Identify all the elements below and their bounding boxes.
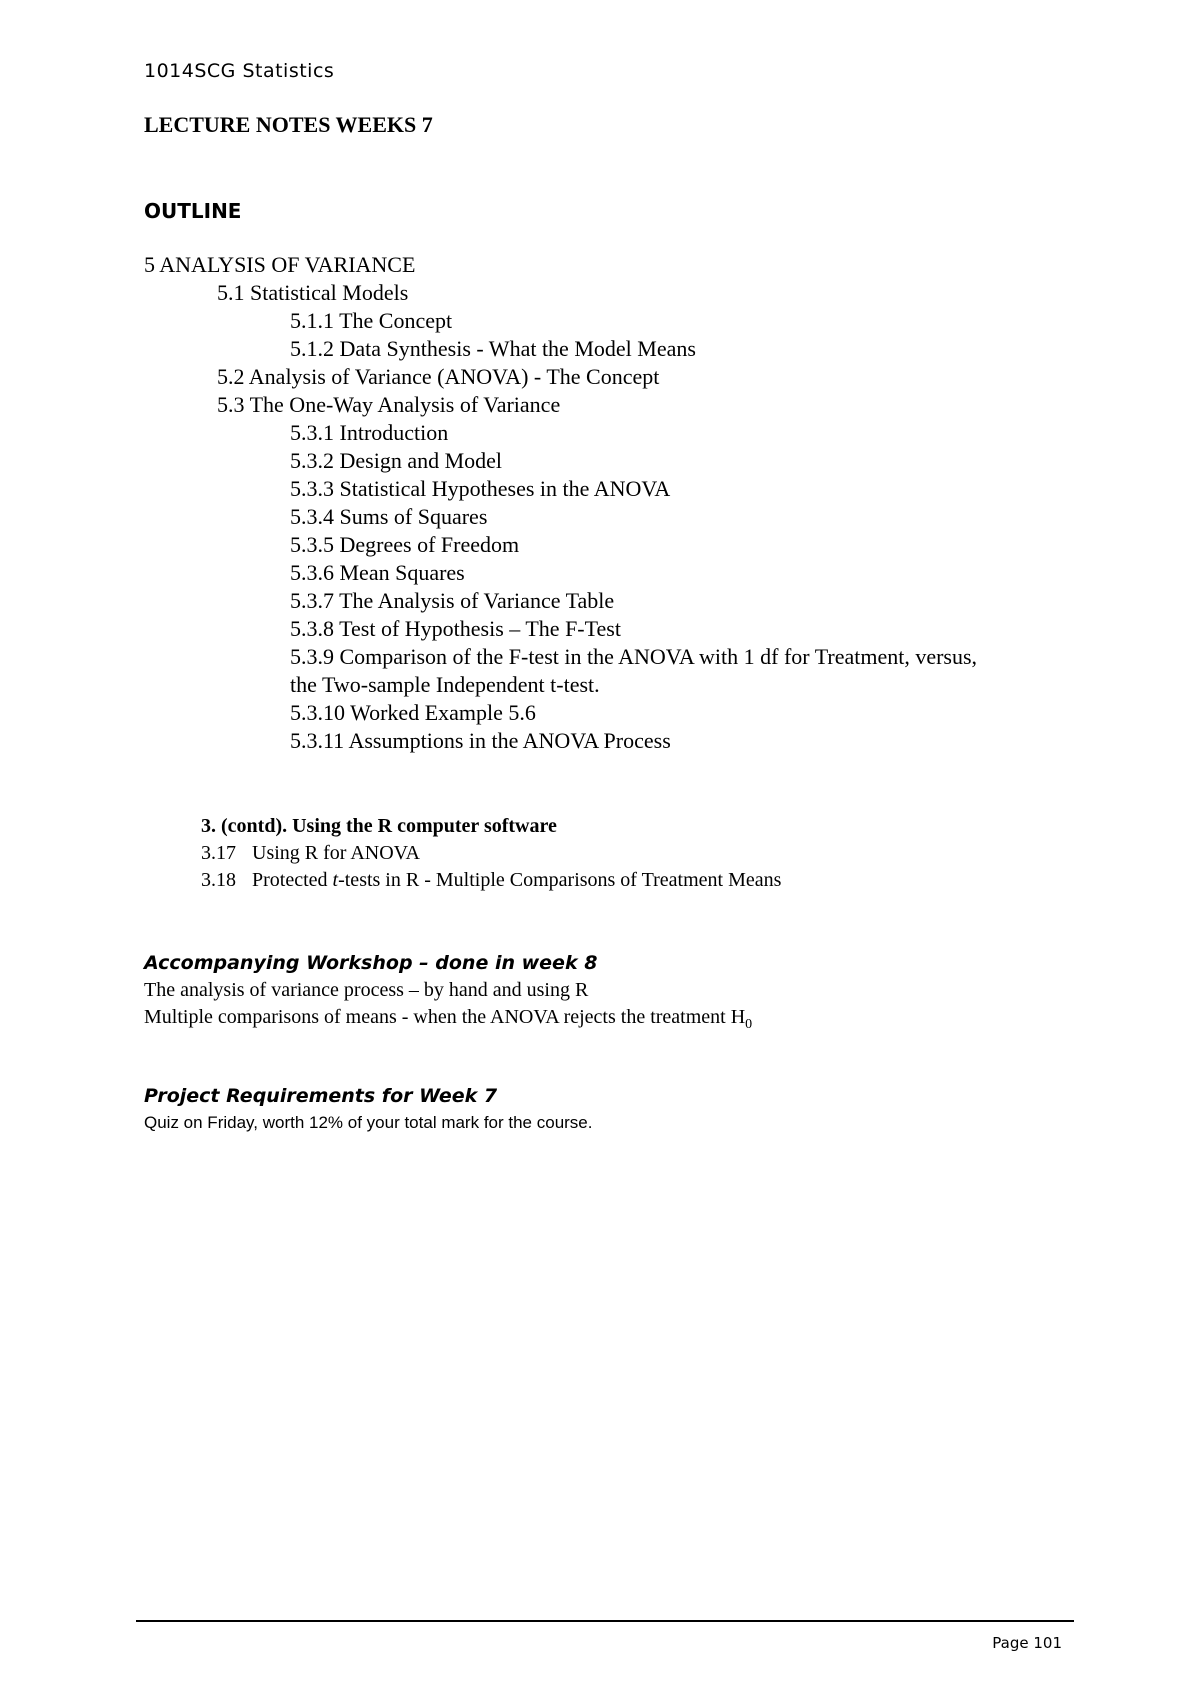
r-item-number: 3.17 xyxy=(201,842,236,864)
r-section-heading: 3. (contd). Using the R computer software xyxy=(201,815,557,837)
outline-item: 5.3.6 Mean Squares xyxy=(290,560,465,585)
r-item-number: 3.18 xyxy=(201,869,236,891)
outline-item: 5.3 The One-Way Analysis of Variance xyxy=(217,392,561,417)
outline-item: 5.3.9 Comparison of the F-test in the ANOVA with 1 df for Treatment, versus, xyxy=(290,644,978,669)
outline-item: 5.3.4 Sums of Squares xyxy=(290,504,488,529)
r-item-text-pre: Protected xyxy=(252,869,333,891)
workshop-heading: Accompanying Workshop – done in week 8 xyxy=(144,952,598,974)
workshop-line-text: Multiple comparisons of means - when the ANOVA rejects the treatment H xyxy=(144,1006,746,1028)
course-header: 1014SCG Statistics xyxy=(144,60,335,82)
outline-item: 5.1.1 The Concept xyxy=(290,308,453,333)
outline-item: 5.3.5 Degrees of Freedom xyxy=(290,532,520,557)
outline-item: 5.1 Statistical Models xyxy=(217,280,409,305)
r-section-item xyxy=(201,869,781,892)
project-heading: Project Requirements for Week 7 xyxy=(144,1085,498,1107)
page-title: LECTURE NOTES WEEKS 7 xyxy=(144,112,433,137)
r-item-text-post: -tests in R - Multiple Comparisons of Treatment Means xyxy=(338,869,782,891)
outline-item: the Two-sample Independent t-test. xyxy=(290,672,600,697)
page-number: Page 101 xyxy=(992,1634,1062,1652)
outline-item: 5.3.3 Statistical Hypotheses in the ANOVA xyxy=(290,476,671,501)
workshop-line xyxy=(144,1006,752,1033)
outline-item: 5.3.10 Worked Example 5.6 xyxy=(290,700,536,725)
outline-item: 5.3.2 Design and Model xyxy=(290,448,503,473)
outline-item: 5.2 Analysis of Variance (ANOVA) - The Concept xyxy=(217,364,660,389)
outline-item: 5.3.8 Test of Hypothesis – The F-Test xyxy=(290,616,621,641)
subscript: 0 xyxy=(745,1017,753,1032)
workshop-line: The analysis of variance process – by hand and using R xyxy=(144,979,589,1001)
r-section-item xyxy=(201,842,420,865)
outline-heading: OUTLINE xyxy=(144,199,242,223)
project-line: Quiz on Friday, worth 12% of your total mark for the course. xyxy=(144,1113,593,1132)
outline-item: 5 ANALYSIS OF VARIANCE xyxy=(144,252,416,277)
footer-divider xyxy=(136,1620,1074,1622)
outline-item: 5.3.11 Assumptions in the ANOVA Process xyxy=(290,728,671,753)
outline-item: 5.3.7 The Analysis of Variance Table xyxy=(290,588,615,613)
r-item-text-em: t xyxy=(332,869,339,891)
outline-item: 5.3.1 Introduction xyxy=(290,420,449,445)
outline-item: 5.1.2 Data Synthesis - What the Model Means xyxy=(290,336,696,361)
r-item-text: Using R for ANOVA xyxy=(252,842,420,864)
